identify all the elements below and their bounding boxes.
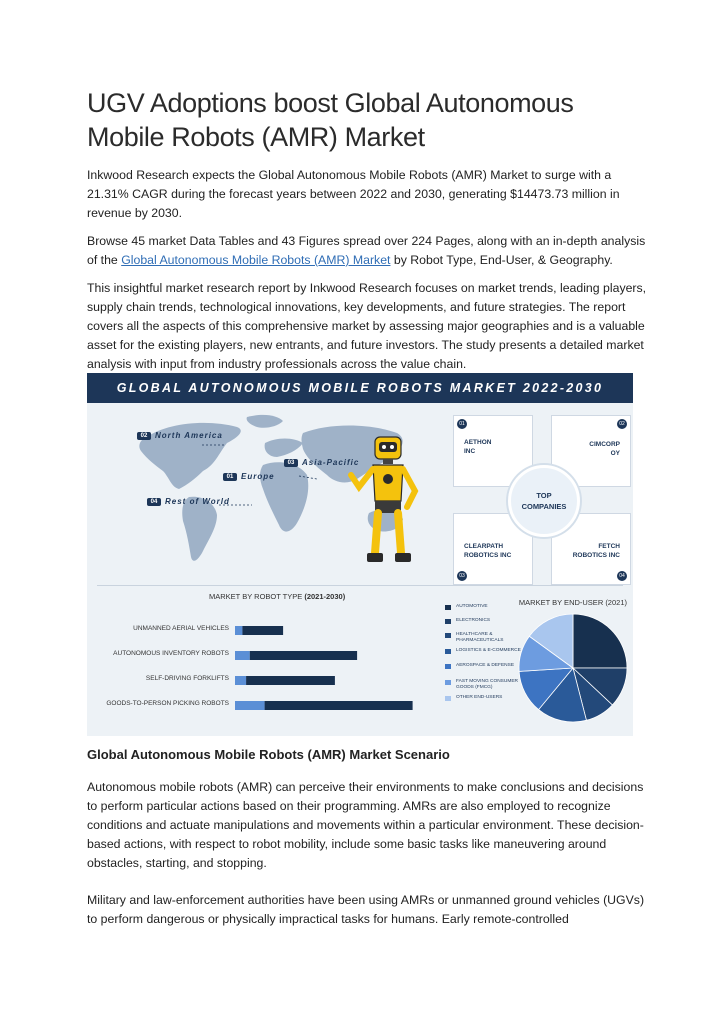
company-card-aethon: 01 AETHON INC bbox=[453, 415, 533, 487]
robot-illustration bbox=[345, 431, 427, 581]
browse-text-after: by Robot Type, End-User, & Geography. bbox=[390, 253, 613, 267]
bar-segment-2030 bbox=[250, 651, 357, 660]
market-infographic bbox=[87, 373, 633, 736]
bar-category-label: SELF-DRIVING FORKLIFTS bbox=[145, 675, 229, 682]
report-description-paragraph: This insightful market research report by Inkwood Research focuses on market trends, leading players, supply chain trends, technological innovations, key developments, and future strategies. The report covers all the aspects of this comprehensive market by assessing major geographies and is a valuable asset for the existing players, new entrants, and future investors. The study presents a detailed market analysis with input from industry professionals across the value chain. bbox=[87, 281, 647, 371]
legend-label: AUTOMOTIVE bbox=[456, 604, 488, 609]
intro-paragraph: Inkwood Research expects the Global Autonomous Mobile Robots (AMR) Market to surge with a 21.31% CAGR during the forecast years between 2022 and 2030, generating $14473.73 million in revenue by 2030. bbox=[87, 168, 620, 220]
south-america-shape bbox=[182, 497, 217, 561]
company-name: CLEARPATH ROBOTICS INC bbox=[464, 543, 512, 559]
region-asia-pacific: 03 Asia-Pacific bbox=[284, 458, 359, 467]
bar-category-label: UNMANNED AERIAL VEHICLES bbox=[133, 625, 229, 632]
bar-segment-2021 bbox=[235, 651, 250, 660]
bar-segment-2021 bbox=[235, 626, 242, 635]
infographic-divider bbox=[97, 585, 623, 586]
page-title: UGV Adoptions boost Global Autonomous Mobile Robots (AMR) Market bbox=[87, 88, 574, 152]
end-user-pie-chart bbox=[433, 588, 633, 733]
infographic-title: GLOBAL AUTONOMOUS MOBILE ROBOTS MARKET 2022-2030 bbox=[116, 381, 604, 395]
top-companies-badge: TOP COMPANIES bbox=[508, 465, 580, 537]
bar-chart-title: MARKET BY ROBOT TYPE (2021-2030) bbox=[209, 592, 346, 601]
bar-segment-2021 bbox=[235, 676, 246, 685]
browse-paragraph bbox=[87, 232, 647, 270]
bar-segment-2030 bbox=[242, 626, 283, 635]
bar-segment-2030 bbox=[246, 676, 335, 685]
legend-label: OTHER END-USERS bbox=[456, 695, 503, 700]
scenario-paragraph-1: Autonomous mobile robots (AMR) can perceive their environments to make conclusions and decisions to perform particular actions based on their programming. AMRs are also employed to recognize conditions and actuate manipulations and movements within a particular environment. These decision-based actions, with respect to robot mobility, include some basic tasks like maneuvering around obstacles, starting, and stopping. bbox=[87, 780, 644, 870]
company-name: FETCH ROBOTICS INC bbox=[572, 543, 620, 559]
pie-chart-plot bbox=[433, 588, 633, 733]
browse-text-before: Browse 45 market Data Tables and 43 Figures spread over 224 Pages, along with an in-depth analysis of the bbox=[87, 234, 646, 267]
greenland-shape bbox=[247, 415, 283, 428]
legend-label: ELECTRONICS bbox=[456, 618, 491, 623]
company-name: CIMCORP OY bbox=[589, 441, 620, 457]
bar-chart-plot bbox=[87, 588, 433, 733]
section-heading: Global Autonomous Mobile Robots (AMR) Market Scenario bbox=[87, 747, 450, 762]
pie-slice bbox=[573, 614, 627, 668]
europe-shape bbox=[265, 439, 303, 458]
top-companies-panel bbox=[453, 415, 629, 587]
bar-segment-2021 bbox=[235, 701, 265, 710]
bar-category-label: GOODS-TO-PERSON PICKING ROBOTS bbox=[106, 700, 229, 707]
region-europe: 01 Europe bbox=[223, 472, 275, 481]
company-card-clearpath: CLEARPATH ROBOTICS INC 03 bbox=[453, 513, 533, 585]
legend-label: AEROSPACE & DEFENSE bbox=[456, 663, 515, 668]
market-report-link[interactable]: Global Autonomous Mobile Robots (AMR) Market bbox=[121, 253, 391, 267]
region-north-america: 02 North America bbox=[137, 431, 223, 440]
legend-label: FAST MOVING CONSUMER GOODS (FMCG) bbox=[456, 679, 519, 690]
bar-category-label: AUTONOMOUS INVENTORY ROBOTS bbox=[113, 650, 229, 657]
company-card-cimcorp: 02 CIMCORP OY bbox=[551, 415, 631, 487]
legend-label: HEALTHCARE & PHARMACEUTICALS bbox=[456, 632, 504, 643]
company-card-fetch: FETCH ROBOTICS INC 04 bbox=[551, 513, 631, 585]
pie-chart-title: MARKET BY END-USER (2021) bbox=[518, 598, 627, 607]
bar-segment-2030 bbox=[265, 701, 413, 710]
legend-label: LOGISTICS & E-COMMERCE bbox=[456, 648, 521, 653]
company-name: AETHON INC bbox=[464, 439, 492, 455]
scenario-paragraph-2: Military and law-enforcement authorities have been using AMRs or unmanned ground vehicles (UGVs) to perform dangerous or physically impractical tasks for humans. Early remote-controlled bbox=[87, 893, 645, 926]
robot-type-bar-chart bbox=[87, 588, 433, 733]
region-rest-of-world: 04 Rest of World bbox=[147, 497, 230, 506]
